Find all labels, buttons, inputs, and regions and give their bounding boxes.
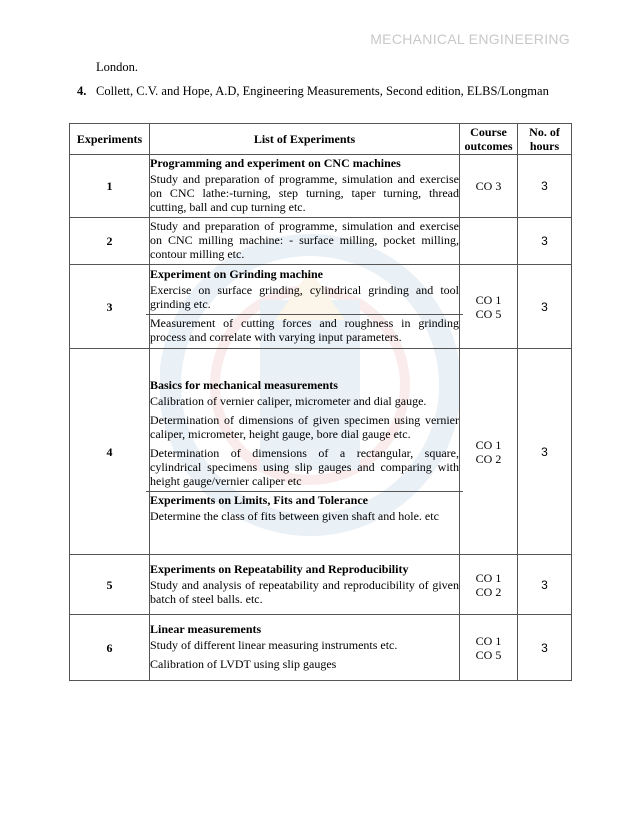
table-row xyxy=(70,349,572,555)
experiment-item: Study and preparation of programme, simulation and exercise on CNC milling machine: - surface milling, pocket milling, contour milling etc. xyxy=(150,219,459,261)
experiment-block-title: Linear measurements xyxy=(150,622,262,636)
experiment-block-title: Experiments on Repeatability and Reproducibility xyxy=(150,561,409,576)
table-row xyxy=(70,615,572,681)
experiment-number: 1 xyxy=(70,155,150,218)
header-course-outcomes: Course outcomes xyxy=(460,124,518,155)
experiment-number: 6 xyxy=(70,615,150,681)
experiment-item: Study and preparation of programme, simulation and exercise on CNC lathe:-turning, step turning, taper turning, thread cutting, ball and cup turning etc. xyxy=(150,172,459,214)
hours-cell: 3 xyxy=(518,555,572,615)
header-hours: No. of hours xyxy=(518,124,572,155)
reference-number: 4. xyxy=(77,84,87,98)
experiment-number: 4 xyxy=(70,349,150,555)
header-list: List of Experiments xyxy=(150,124,460,155)
hours-cell: 3 xyxy=(518,349,572,555)
experiment-block xyxy=(146,491,463,526)
table-row xyxy=(70,218,572,265)
table-header-row xyxy=(70,124,572,155)
experiments-table xyxy=(69,123,572,681)
experiment-block-title: Experiments on Limits, Fits and Tolerance xyxy=(150,493,369,507)
experiment-item: Study and analysis of repeatability and reproducibility of given batch of steel balls. etc. xyxy=(150,577,459,606)
table-body xyxy=(70,155,572,681)
hours-cell: 3 xyxy=(518,265,572,349)
table-row xyxy=(70,555,572,615)
page-header: MECHANICAL ENGINEERING xyxy=(370,31,570,47)
experiment-item: Calibration of vernier caliper, micrometer and dial gauge. xyxy=(150,394,427,408)
experiment-block-title: Programming and experiment on CNC machines xyxy=(150,156,401,170)
course-outcomes-cell: CO 1 CO 2 xyxy=(460,349,518,555)
hours-cell: 3 xyxy=(518,615,572,681)
hours-cell: 3 xyxy=(518,218,572,265)
experiment-list-cell xyxy=(150,555,460,615)
experiment-block xyxy=(150,266,459,314)
experiment-list-cell xyxy=(150,615,460,681)
experiment-item: Calibration of LVDT using slip gauges xyxy=(150,657,337,671)
experiment-block xyxy=(150,218,459,264)
experiment-block-title: Experiment on Grinding machine xyxy=(150,267,324,281)
reference-item xyxy=(77,84,549,99)
hours-cell: 3 xyxy=(518,155,572,218)
experiment-block xyxy=(146,314,463,347)
header-experiments: Experiments xyxy=(70,124,150,155)
experiment-list-cell xyxy=(150,218,460,265)
experiment-block xyxy=(150,621,459,674)
experiment-block xyxy=(150,561,459,609)
experiment-item: Determine the class of fits between given shaft and hole. etc xyxy=(150,509,439,523)
experiment-item: Measurement of cutting forces and roughness in grinding process and correlate with varying input parameters. xyxy=(150,316,459,344)
experiment-block xyxy=(150,155,459,217)
experiment-list-cell xyxy=(150,265,460,349)
experiment-item: Determination of dimensions of a rectangular, square, cylindrical specimens using slip gauges and comparing with height gauge/vernier caliper etc xyxy=(150,446,459,488)
course-outcomes-cell: CO 1 CO 2 xyxy=(460,555,518,615)
reference-continuation: London. xyxy=(96,60,139,74)
course-outcomes-cell xyxy=(460,218,518,265)
course-outcomes-cell: CO 1 CO 5 xyxy=(460,615,518,681)
course-outcomes-cell: CO 3 xyxy=(460,155,518,218)
experiment-block xyxy=(150,377,459,491)
experiment-number: 5 xyxy=(70,555,150,615)
experiment-number: 2 xyxy=(70,218,150,265)
experiment-item: Determination of dimensions of given specimen using vernier caliper, micrometer, height gauge, bore dial gauge etc. xyxy=(150,413,459,441)
experiment-block-title: Basics for mechanical measurements xyxy=(150,378,338,392)
experiment-item: Study of different linear measuring instruments etc. xyxy=(150,638,398,652)
experiment-list-cell xyxy=(150,349,460,555)
experiment-number: 3 xyxy=(70,265,150,349)
course-outcomes-cell: CO 1 CO 5 xyxy=(460,265,518,349)
table-row xyxy=(70,155,572,218)
table-row xyxy=(70,265,572,349)
experiment-list-cell xyxy=(150,155,460,218)
reference-text: Collett, C.V. and Hope, A.D, Engineering Measurements, Second edition, ELBS/Longman xyxy=(96,84,549,98)
experiment-item: Exercise on surface grinding, cylindrical grinding and tool grinding etc. xyxy=(150,283,459,311)
